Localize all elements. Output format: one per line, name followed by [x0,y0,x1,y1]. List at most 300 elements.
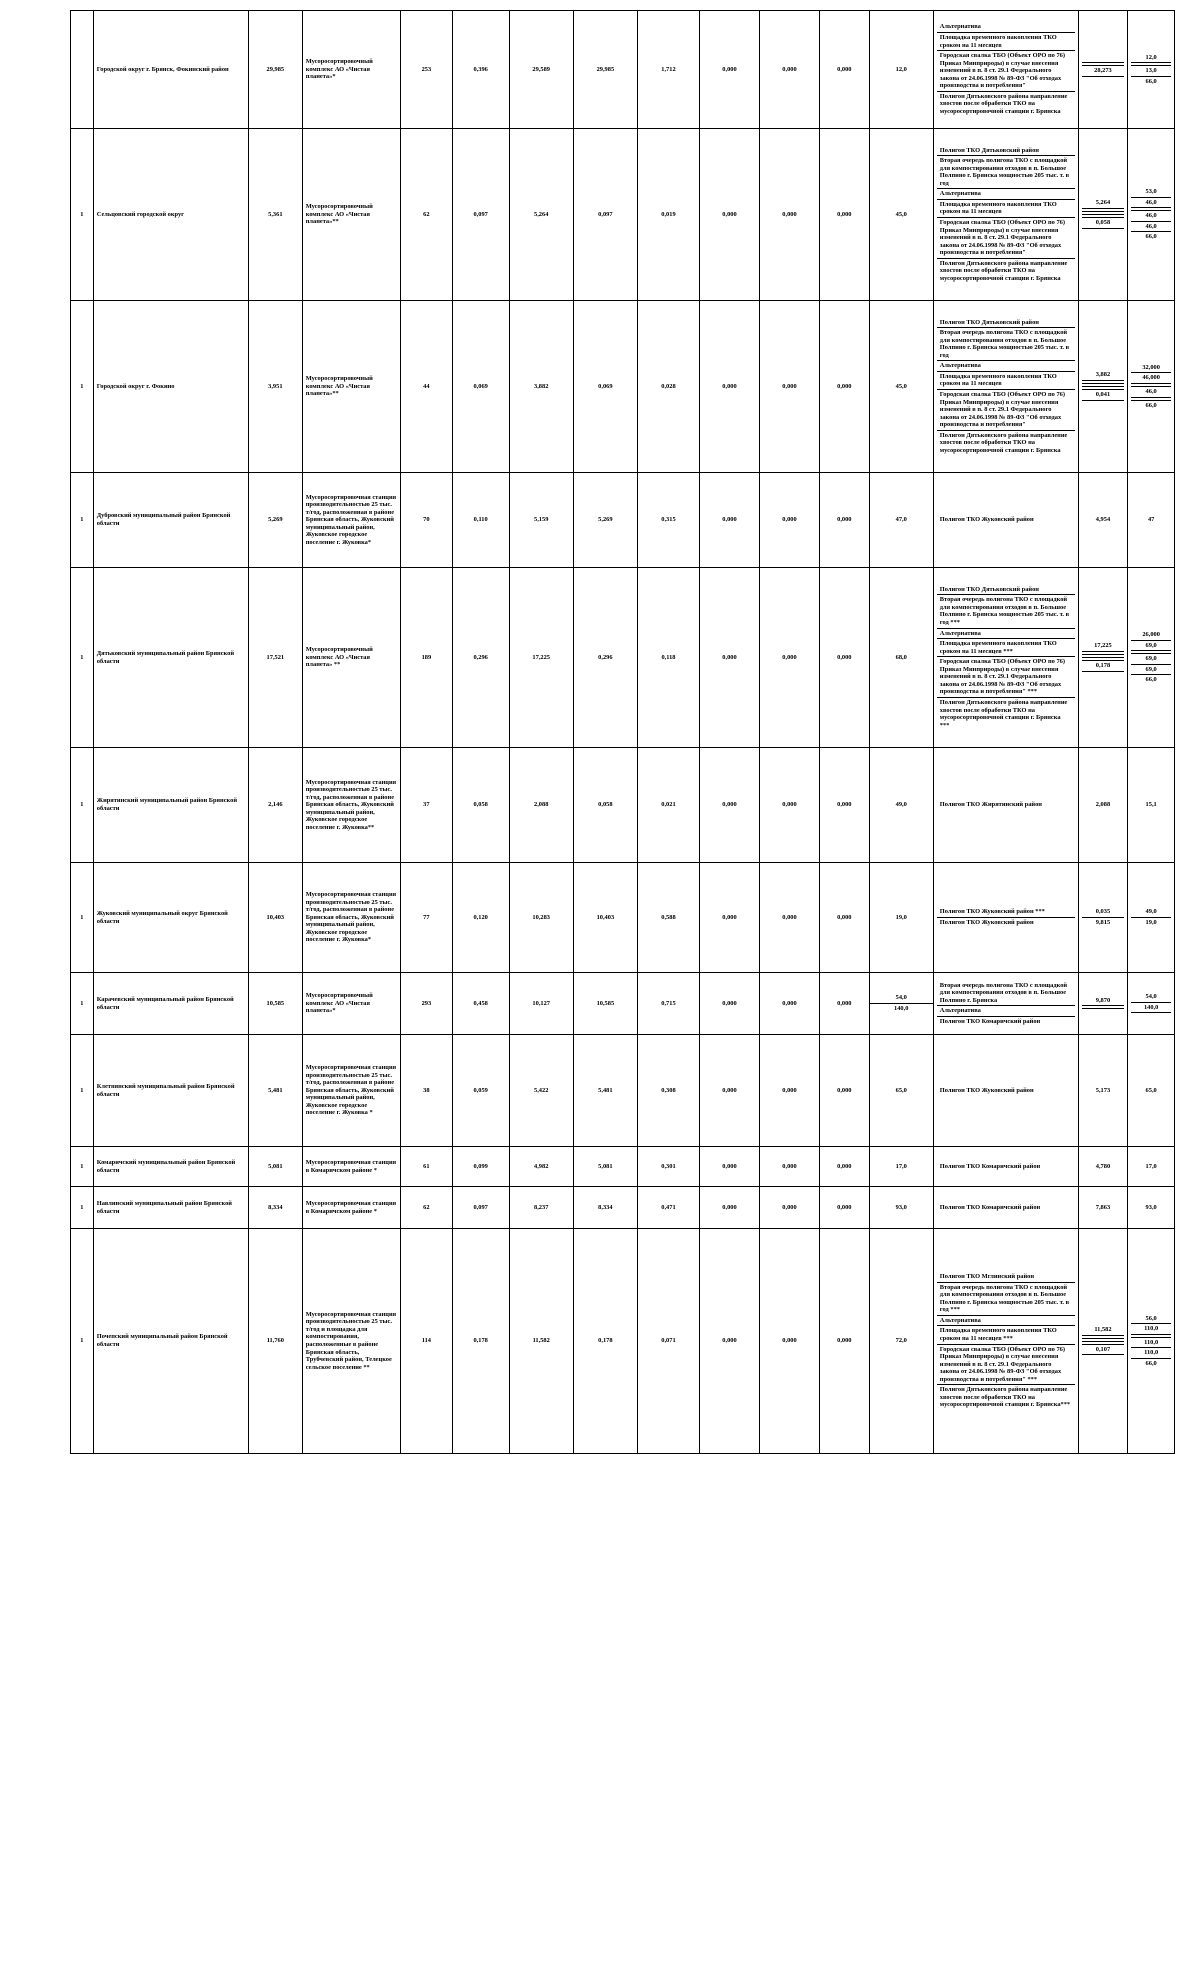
destination-entry: Городская свалка ТБО (Объект ОРО по 76) Приказ Минприроды) в случае внесения изменений в п. 8 ст. 29.1 Федерального закона от 24.06.1998 № 89-ФЗ "Об отходах производства и потребления" *** [937,657,1075,698]
cell-j-value: 17,0 [895,1162,907,1170]
cell-e: 10,403 [573,863,637,973]
table-row [71,11,1175,129]
destination-entry: Полигон ТКО Мглинский район [937,1272,1075,1283]
municipality-name: Городской округ г. Фокино [93,301,248,473]
cell-d: 29,589 [509,11,573,129]
destination-distance [1128,129,1175,301]
destination-entry: Полигон ТКО Комаричский район [939,1162,1041,1170]
destination-volume-entry [1082,1355,1125,1357]
cell-j [869,1187,933,1229]
cell-a: 5,481 [248,1035,302,1147]
cell-j-value: 72,0 [895,1337,907,1345]
cell-facility: Мусоросортировочный комплекс АО «Чистая планета»** [302,129,400,301]
cell-j [869,568,933,748]
destination-distance-entry: 15,1 [1145,801,1157,809]
cell-a: 17,521 [248,568,302,748]
destination-volume-entry: 28,273 [1082,66,1125,77]
cell-f: 0,021 [637,748,699,863]
cell-j [869,129,933,301]
destination-distance-entry: 13,0 [1131,66,1171,77]
destination-distance-entry: 54,0 [1131,992,1171,1003]
destination-volume-entry: 4,954 [1095,516,1111,524]
destination-entry: Городская свалка ТБО (Объект ОРО по 76) Приказ Минприроды) в случае внесения изменений в п. 8 ст. 29.1 Федерального закона от 24.06.1998 № 89-ФЗ "Об отходах производства и потребления" [937,390,1075,431]
cell-facility: Мусоросортировочная станция производительностью 25 тыс. т/год и площадка для компостирования, расположенные в районе Брянская область, Трубчевский район, Телецкое сельское поселение ** [302,1229,400,1454]
cell-f: 0,118 [637,568,699,748]
municipality-name: Комаричский муниципальный район Брянской области [93,1147,248,1187]
cell-c: 0,296 [452,568,509,748]
cell-j [869,473,933,568]
destination-distance [1128,973,1175,1035]
destination-volume [1078,473,1128,568]
municipality-name: Карачевский муниципальный район Брянской области [93,973,248,1035]
destination-entry: Альтернатива [937,1316,1075,1327]
cell-i: 0,000 [820,11,870,129]
destination-distance-entry: 17,0 [1145,1162,1157,1170]
table-row [71,1229,1175,1454]
row-number: 1 [71,748,94,863]
waste-flow-table [70,10,1175,1454]
destination-distance-entry: 66,0 [1145,233,1157,241]
cell-a: 3,951 [248,301,302,473]
cell-g: 0,000 [700,568,760,748]
destination-distance-entry: 66,0 [1145,77,1157,85]
cell-a: 5,081 [248,1147,302,1187]
table-row [71,1035,1175,1147]
cell-f: 0,308 [637,1035,699,1147]
cell-i: 0,000 [820,1035,870,1147]
destination-entry: Полигон ТКО Жуковский район [939,919,1034,926]
cell-j-main: 54,0 [870,993,933,1004]
cell-b: 38 [401,1035,453,1147]
destination-volume-entry: 0,058 [1082,218,1125,229]
cell-f: 0,028 [637,301,699,473]
cell-e: 5,081 [573,1147,637,1187]
cell-f: 0,301 [637,1147,699,1187]
table-row [71,129,1175,301]
destination-distance-entry: 49,0 [1131,907,1171,918]
table-body [71,11,1175,1454]
cell-g: 0,000 [700,973,760,1035]
cell-f: 1,712 [637,11,699,129]
destination-distance-entry: 46,0 [1131,198,1171,209]
destination-distance-entry: 46,000 [1131,373,1171,384]
cell-f: 0,715 [637,973,699,1035]
destination [933,863,1078,973]
cell-i: 0,000 [820,301,870,473]
cell-a: 5,361 [248,129,302,301]
destination-entry: Полигон ТКО Дятьковский район [937,318,1075,329]
cell-facility: Мусоросортировочная станция в Комаричском районе * [302,1187,400,1229]
destination-distance-entry: 69,0 [1131,654,1171,665]
row-number: 1 [71,473,94,568]
cell-c: 0,058 [452,748,509,863]
destination-volume-entry: 5,264 [1082,198,1125,209]
cell-j [869,1147,933,1187]
destination [933,568,1078,748]
municipality-name: Почепский муниципальный район Брянской области [93,1229,248,1454]
table-row [71,568,1175,748]
report-sheet [70,10,1175,1454]
cell-d: 5,422 [509,1035,573,1147]
cell-e: 0,058 [573,748,637,863]
destination-entry: Полигон ТКО Жуковский район [939,516,1034,524]
cell-i: 0,000 [820,973,870,1035]
destination-volume-entry: 11,582 [1082,1325,1125,1336]
cell-j [869,973,933,1035]
cell-facility: Мусоросортировочная станция производительностью 25 тыс. т/год, расположенная в районе Брянская область, Жуковский муниципальный район, Жуковское городское поселение г. Жуковка** [302,748,400,863]
cell-a: 8,334 [248,1187,302,1229]
cell-c: 0,120 [452,863,509,973]
destination-volume-entry: 17,225 [1082,641,1125,652]
destination-distance-entry: 93,0 [1145,1203,1157,1211]
municipality-name: Дубровский муниципальный район Брянской области [93,473,248,568]
destination-volume-entry: 0,041 [1082,390,1125,401]
cell-f: 0,019 [637,129,699,301]
table-row [71,748,1175,863]
cell-f: 0,315 [637,473,699,568]
cell-j [869,748,933,863]
cell-j-value: 45,0 [895,210,907,218]
cell-j-value: 68,0 [895,653,907,661]
destination-distance [1128,568,1175,748]
table-row [71,473,1175,568]
cell-a: 5,269 [248,473,302,568]
destination-entry: Полигон ТКО Жуковский район *** [937,907,1075,918]
cell-g: 0,000 [700,1229,760,1454]
destination [933,129,1078,301]
destination-volume [1078,863,1128,973]
row-number [71,11,94,129]
cell-h: 0,000 [760,301,820,473]
cell-c: 0,097 [452,1187,509,1229]
destination-volume [1078,11,1128,129]
table-row [71,1147,1175,1187]
cell-facility: Мусоросортировочная станция производительностью 25 тыс. т/год, расположенная в районе Брянская область, Жуковский муниципальный район, Жуковское городское поселение г. Жуковка* [302,473,400,568]
destination-entry: Вторая очередь полигона ТКО с площадкой для компостирования отходов в п. Большое Полпино г. Брянска мощностью 205 тыс. т. в год [937,156,1075,189]
cell-d: 3,882 [509,301,573,473]
destination-distance-entry: 46,0 [1131,222,1171,233]
destination-volume [1078,129,1128,301]
destination-entry: Городская свалка ТБО (Объект ОРО по 76) Приказ Минприроды) в случае внесения изменений в п. 8 ст. 29.1 Федерального закона от 24.06.1998 № 89-ФЗ "Об отходах производства и потребления" [937,218,1075,259]
destination-distance-entry: 32,000 [1131,363,1171,374]
destination [933,473,1078,568]
cell-d: 5,264 [509,129,573,301]
cell-h: 0,000 [760,973,820,1035]
destination-entry: Полигон ТКО Комаричский район [939,1203,1041,1211]
destination-entry: Полигон ТКО Жирятинский район [939,801,1042,809]
cell-a: 29,985 [248,11,302,129]
destination-distance [1128,748,1175,863]
cell-c: 0,099 [452,1147,509,1187]
destination-entry: Городская свалка ТБО (Объект ОРО по 76) Приказ Минприроды) в случае внесения изменений в п. 8 ст. 29.1 Федерального закона от 24.06.1998 № 89-ФЗ "Об отходах производства и потребления" *** [937,1345,1075,1386]
destination-volume [1078,1035,1128,1147]
cell-j-value: 49,0 [895,801,907,809]
destination-distance-entry: 26,000 [1131,630,1171,641]
destination-volume-entry [1082,672,1125,674]
cell-h: 0,000 [760,748,820,863]
cell-h: 0,000 [760,1035,820,1147]
cell-j [869,1229,933,1454]
cell-a: 10,403 [248,863,302,973]
cell-j-alt: 140,0 [894,1005,909,1012]
destination-distance-entry: 110,0 [1131,1338,1171,1349]
destination-volume-entry: 9,870 [1082,996,1125,1007]
destination-entry: Альтернатива [937,361,1075,372]
cell-b: 293 [401,973,453,1035]
destination-volume [1078,301,1128,473]
destination-distance [1128,11,1175,129]
destination-entry: Площадка временного накопления ТКО сроком на 11 месяцев [937,372,1075,390]
destination-distance-entry: 66,0 [1145,676,1157,684]
cell-f: 0,071 [637,1229,699,1454]
cell-a: 2,146 [248,748,302,863]
destination-distance [1128,1035,1175,1147]
cell-d: 8,237 [509,1187,573,1229]
cell-g: 0,000 [700,1147,760,1187]
destination-volume-entry: 0,107 [1082,1345,1125,1356]
destination-volume-entry [1082,77,1125,79]
destination-volume-entry [1082,1009,1125,1011]
destination-volume [1078,973,1128,1035]
cell-b: 114 [401,1229,453,1454]
cell-h: 0,000 [760,863,820,973]
cell-c: 0,396 [452,11,509,129]
destination [933,1229,1078,1454]
destination-distance-entry: 69,0 [1131,665,1171,676]
destination-entry: Альтернатива [937,189,1075,200]
destination-entry: Полигон ТКО Жуковский район [939,1086,1034,1094]
cell-i: 0,000 [820,1147,870,1187]
destination-volume-entry: 0,035 [1082,907,1125,918]
destination [933,1147,1078,1187]
cell-e: 8,334 [573,1187,637,1229]
cell-f: 0,588 [637,863,699,973]
destination-entry: Вторая очередь полигона ТКО с площадкой для компостирования отходов в п. Большое Полпино г. Брянска [937,981,1075,1007]
destination [933,301,1078,473]
row-number: 1 [71,1147,94,1187]
cell-a: 10,585 [248,973,302,1035]
destination-entry: Полигон Дятьковского района направление хвостов после обработки ТКО на мусоросортировочной станции г. Брянска [939,259,1068,282]
cell-facility: Мусоросортировочная станция производительностью 25 тыс. т/год, расположенная в районе Брянская область, Жуковский муниципальный район, Жуковское городское поселение г. Жуковка* [302,863,400,973]
municipality-name: Жирятинский муниципальный район Брянской области [93,748,248,863]
destination-entry: Площадка временного накопления ТКО сроком на 11 месяцев [937,200,1075,218]
destination-distance-entry: 110,0 [1131,1348,1171,1359]
cell-j-value: 93,0 [895,1203,907,1211]
destination-entry: Полигон Дятьковского района направление хвостов после обработки ТКО на мусоросортировочной станции г. Брянска *** [939,698,1068,729]
row-number: 1 [71,863,94,973]
destination-distance-entry: 19,0 [1145,919,1157,926]
destination-distance-entry: 56,0 [1131,1314,1171,1325]
destination-entry: Полигон ТКО Дятьковский район [937,146,1075,157]
destination-distance-entry [1131,1013,1171,1015]
destination-volume-entry: 7,863 [1095,1203,1111,1211]
destination-distance [1128,473,1175,568]
table-row [71,973,1175,1035]
row-number: 1 [71,301,94,473]
cell-g: 0,000 [700,301,760,473]
destination-distance-entry: 140,0 [1131,1003,1171,1014]
destination-volume-entry [1082,401,1125,403]
destination-distance-entry: 69,0 [1131,641,1171,652]
destination-volume-entry: 5,173 [1095,1086,1111,1094]
cell-b: 189 [401,568,453,748]
cell-j-value: 12,0 [895,65,907,73]
cell-j-value: 47,0 [895,516,907,524]
cell-i: 0,000 [820,568,870,748]
cell-e: 10,585 [573,973,637,1035]
cell-i: 0,000 [820,1187,870,1229]
destination-volume [1078,1187,1128,1229]
cell-h: 0,000 [760,11,820,129]
destination-volume-entry: 3,882 [1082,370,1125,381]
municipality-name: Клетнянский муниципальный район Брянской области [93,1035,248,1147]
cell-facility: Мусоросортировочный комплекс АО «Чистая планета»* [302,11,400,129]
cell-e: 0,097 [573,129,637,301]
cell-c: 0,059 [452,1035,509,1147]
destination [933,1187,1078,1229]
destination-distance [1128,863,1175,973]
destination-volume [1078,568,1128,748]
destination-volume-entry: 0,178 [1082,661,1125,672]
destination-distance-entry: 46,0 [1131,211,1171,222]
cell-j [869,11,933,129]
destination-volume [1078,1147,1128,1187]
destination-distance-entry: 110,0 [1131,1324,1171,1335]
destination-entry: Полигон ТКО Комаричский район [939,1017,1041,1025]
cell-e: 0,178 [573,1229,637,1454]
cell-j-value: 19,0 [895,913,907,921]
destination-distance-entry: 47 [1147,516,1155,524]
row-number: 1 [71,973,94,1035]
cell-b: 70 [401,473,453,568]
destination-entry: Вторая очередь полигона ТКО с площадкой для компостирования отходов в п. Большое Полпино г. Брянска мощностью 205 тыс. т. в год *** [937,1283,1075,1316]
cell-c: 0,097 [452,129,509,301]
destination-entry: Городская свалка ТБО (Объект ОРО по 76) Приказ Минприроды) в случае внесения изменений в п. 8 ст. 29.1 Федерального закона от 24.06.1998 № 89-ФЗ "Об отходах производства и потребления" [937,51,1075,92]
destination-volume-entry: 9,815 [1095,919,1111,926]
cell-j-value: 65,0 [895,1086,907,1094]
cell-g: 0,000 [700,1035,760,1147]
cell-g: 0,000 [700,1187,760,1229]
destination-distance-entry: 66,0 [1145,1359,1157,1367]
municipality-name: Сельцовский городской округ [93,129,248,301]
cell-b: 77 [401,863,453,973]
destination [933,11,1078,129]
destination-volume [1078,1229,1128,1454]
cell-c: 0,178 [452,1229,509,1454]
cell-e: 29,985 [573,11,637,129]
cell-c: 0,110 [452,473,509,568]
cell-h: 0,000 [760,1187,820,1229]
table-row [71,863,1175,973]
destination-entry: Альтернатива [937,629,1075,640]
destination-distance [1128,301,1175,473]
cell-g: 0,000 [700,473,760,568]
row-number: 1 [71,1229,94,1454]
cell-d: 5,159 [509,473,573,568]
row-number: 1 [71,1187,94,1229]
row-number: 1 [71,568,94,748]
cell-h: 0,000 [760,568,820,748]
cell-b: 61 [401,1147,453,1187]
municipality-name: Дятьковский муниципальный район Брянской области [93,568,248,748]
destination-entry: Альтернатива [937,22,1075,33]
municipality-name: Навлинский муниципальный район Брянской области [93,1187,248,1229]
destination-volume [1078,748,1128,863]
cell-h: 0,000 [760,473,820,568]
cell-g: 0,000 [700,129,760,301]
table-row [71,301,1175,473]
cell-e: 5,481 [573,1035,637,1147]
destination-distance-entry: 12,0 [1131,53,1171,64]
destination [933,748,1078,863]
cell-i: 0,000 [820,473,870,568]
cell-facility: Мусоросортировочная станция в Комаричском районе * [302,1147,400,1187]
destination-distance-entry: 65,0 [1145,1086,1157,1094]
cell-b: 37 [401,748,453,863]
destination-entry: Полигон Дятьковского района направление хвостов после обработки ТКО на мусоросортировочной станции г. Брянска [939,92,1068,115]
row-number: 1 [71,1035,94,1147]
cell-h: 0,000 [760,129,820,301]
cell-h: 0,000 [760,1229,820,1454]
cell-facility: Мусоросортировочный комплекс АО «Чистая планета»* [302,973,400,1035]
destination-entry: Площадка временного накопления ТКО сроком на 11 месяцев *** [937,1326,1075,1344]
cell-h: 0,000 [760,1147,820,1187]
destination-distance-entry: 66,0 [1145,401,1157,409]
table-row [71,1187,1175,1229]
cell-c: 0,069 [452,301,509,473]
cell-d: 2,088 [509,748,573,863]
cell-b: 62 [401,1187,453,1229]
cell-i: 0,000 [820,129,870,301]
cell-e: 0,296 [573,568,637,748]
destination-distance [1128,1229,1175,1454]
cell-d: 10,127 [509,973,573,1035]
cell-g: 0,000 [700,863,760,973]
cell-j-value: 45,0 [895,382,907,390]
destination-entry: Вторая очередь полигона ТКО с площадкой для компостирования отходов в п. Большое Полпино г. Брянска мощностью 205 тыс. т. в год *** [937,595,1075,628]
destination-entry: Вторая очередь полигона ТКО с площадкой для компостирования отходов в п. Большое Полпино г. Брянска мощностью 205 тыс. т. в год [937,328,1075,361]
destination-volume-entry [1082,229,1125,231]
cell-e: 0,069 [573,301,637,473]
cell-facility: Мусоросортировочный комплекс АО «Чистая планета» ** [302,568,400,748]
destination-entry: Альтернатива [937,1006,1075,1017]
cell-b: 44 [401,301,453,473]
cell-c: 0,458 [452,973,509,1035]
cell-facility: Мусоросортировочный комплекс АО «Чистая планета»** [302,301,400,473]
cell-f: 0,471 [637,1187,699,1229]
cell-i: 0,000 [820,748,870,863]
destination-volume-entry: 4,780 [1095,1162,1111,1170]
destination-entry: Площадка временного накопления ТКО сроком на 11 месяцев *** [937,639,1075,657]
destination-distance-entry: 46,0 [1131,387,1171,398]
cell-j [869,1035,933,1147]
cell-b: 62 [401,129,453,301]
destination [933,973,1078,1035]
cell-j [869,863,933,973]
cell-e: 5,269 [573,473,637,568]
cell-b: 253 [401,11,453,129]
destination-distance-entry: 53,0 [1131,187,1171,198]
destination-distance [1128,1147,1175,1187]
cell-a: 11,760 [248,1229,302,1454]
cell-j [869,301,933,473]
destination-volume-entry: 2,088 [1095,801,1111,809]
destination-entry: Полигон Дятьковского района направление хвостов после обработки ТКО на мусоросортировочной станции г. Брянска [939,431,1068,454]
cell-facility: Мусоросортировочная станция производительностью 25 тыс. т/год, расположенная в районе Брянская область, Жуковский муниципальный район, Жуковское городское поселение г. Жуковка * [302,1035,400,1147]
destination-entry: Площадка временного накопления ТКО сроком на 11 месяцев [937,33,1075,51]
destination-entry: Полигон Дятьковского района направление хвостов после обработки ТКО на мусоросортировочной станции г. Брянска*** [939,1386,1071,1409]
row-number: 1 [71,129,94,301]
